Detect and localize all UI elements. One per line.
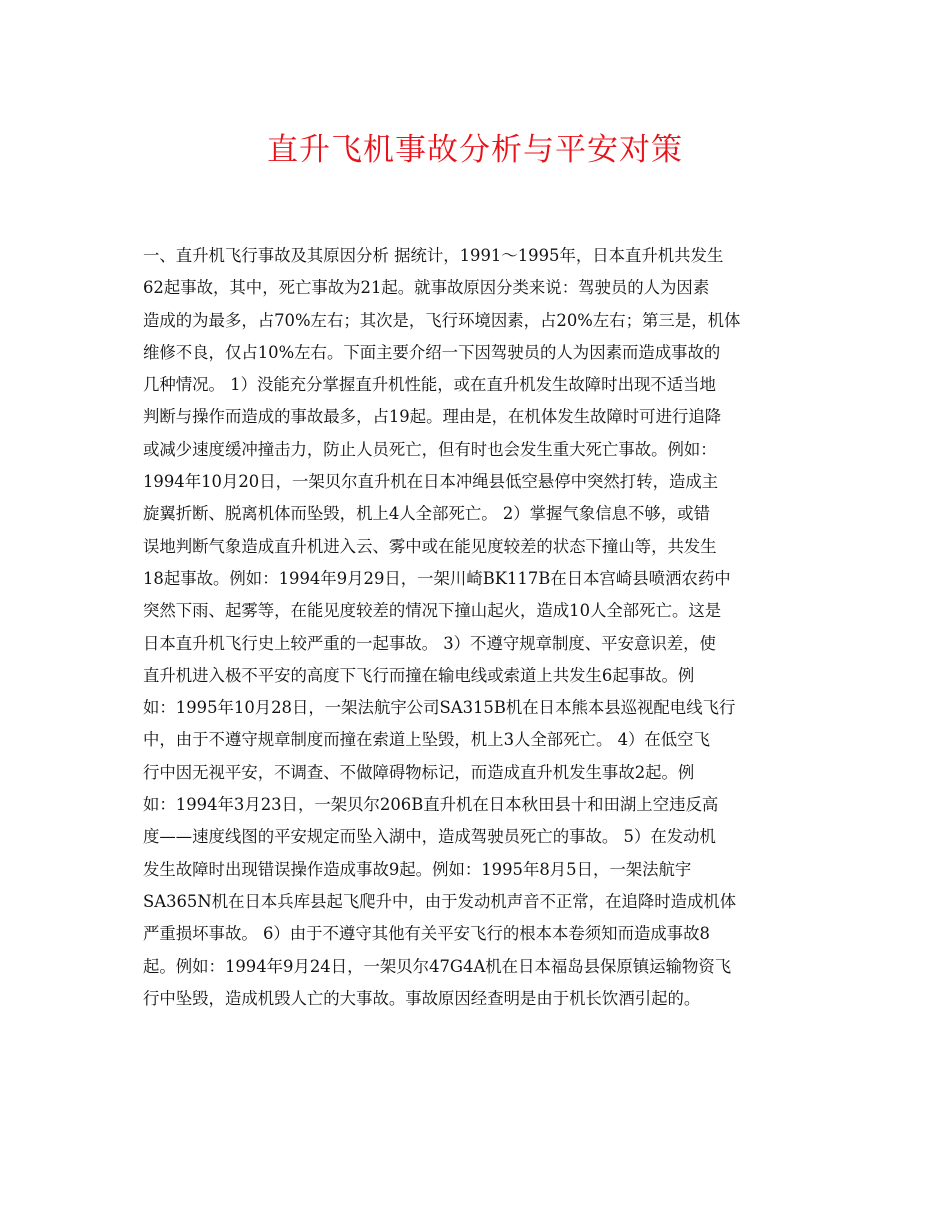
body-line: 日本直升机飞行史上较严重的一起事故。 3）不遵守规章制度、平安意识差，使 xyxy=(143,633,716,653)
body-line: 起。例如：1994年9月24日，一架贝尔47G4A机在日本福岛县保原镇运输物资飞 xyxy=(143,956,732,976)
body-line: 1994年10月20日，一架贝尔直升机在日本冲绳县低空悬停中突然打转，造成主 xyxy=(143,472,719,492)
body-line: 18起事故。例如：1994年9月29日，一架川崎BK117B在日本宫崎县喷洒农药中 xyxy=(143,568,731,588)
document-body xyxy=(143,240,823,1015)
body-line: 如：1995年10月28日，一架法航宇公司SA315B机在日本熊本县巡视配电线飞行 xyxy=(143,698,736,718)
body-line: 中，由于不遵守规章制度而撞在索道上坠毁，机上3人全部死亡。 4）在低空飞 xyxy=(143,730,710,750)
body-line: 直升机进入极不平安的高度下飞行而撞在输电线或索道上共发生6起事故。例 xyxy=(143,665,695,685)
body-line: 行中因无视平安，不调查、不做障碍物标记，而造成直升机发生事故2起。例 xyxy=(143,762,695,782)
document-title: 直升飞机事故分析与平安对策 xyxy=(267,132,683,168)
body-line: 发生故障时出现错误操作造成事故9起。例如：1995年8月5日，一架法航宇 xyxy=(143,859,692,879)
body-line: SA365N机在日本兵库县起飞爬升中，由于发动机声音不正常，在追降时造成机体 xyxy=(143,891,737,911)
body-line: 行中坠毁，造成机毁人亡的大事故。事故原因经查明是由于机长饮酒引起的。 xyxy=(143,988,701,1008)
body-line: 突然下雨、起雾等，在能见度较差的情况下撞山起火，造成10人全部死亡。这是 xyxy=(143,601,722,621)
body-line: 造成的为最多，占70%左右；其次是，飞行环境因素，占20%左右；第三是，机体 xyxy=(143,310,741,330)
body-line: 严重损坏事故。 6）由于不遵守其他有关平安飞行的根本本卷须知而造成事故8 xyxy=(143,924,710,944)
body-line: 62起事故，其中，死亡事故为21起。就事故原因分类来说：驾驶员的人为因素 xyxy=(143,278,710,298)
body-line: 维修不良，仅占10%左右。下面主要介绍一下因驾驶员的人为因素而造成事故的 xyxy=(143,342,721,362)
body-line: 旋翼折断、脱离机体而坠毁，机上4人全部死亡。 2）掌握气象信息不够，或错 xyxy=(143,504,710,524)
body-line: 几种情况。 1）没能充分掌握直升机性能，或在直升机发生故障时出现不适当地 xyxy=(143,375,716,395)
body-line: 度——速度线图的平安规定而坠入湖中，造成驾驶员死亡的事故。 5）在发动机 xyxy=(143,827,716,847)
body-line: 误地判断气象造成直升机进入云、雾中或在能见度较差的状态下撞山等，共发生 xyxy=(143,536,717,556)
body-line: 一、直升机飞行事故及其原因分析 据统计，1991～1995年，日本直升机共发生 xyxy=(143,246,724,265)
body-line: 判断与操作而造成的事故最多，占19起。理由是，在机体发生故障时可进行追降 xyxy=(143,407,722,427)
body-line: 或减少速度缓冲撞击力，防止人员死亡，但有时也会发生重大死亡事故。例如： xyxy=(143,439,717,459)
body-line: 如：1994年3月23日，一架贝尔206B直升机在日本秋田县十和田湖上空违反高 xyxy=(143,795,719,815)
